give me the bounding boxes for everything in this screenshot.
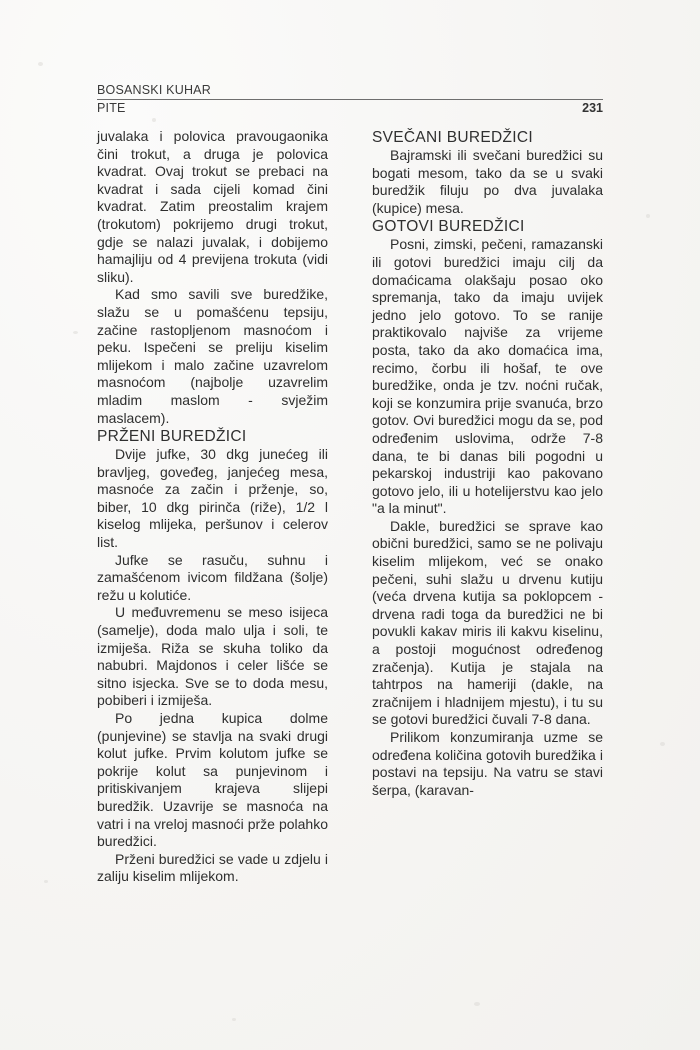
header-rule (97, 99, 603, 100)
header-bottom-row (97, 101, 603, 116)
paragraph: Prženi buredžici se vade u zdjelu i zaliju kiselim mlijekom. (97, 850, 328, 885)
section-title: PITE (97, 101, 126, 115)
paragraph: Po jedna kupica dolme (punjevine) se stavlja na svaki drugi kolut jufke. Prvim kolutom jufke se pokrije kolut sa punjevinom i pritiskivanjem krajeva slijepi buredžik. Uzavrije se masnoća na vatri i na vreloj masnoći prže polahko buredžici. (97, 710, 328, 850)
paragraph: Jufke se rasuču, suhnu i zamašćenom ivicom fildžana (šolje) režu u kolutiće. (97, 551, 328, 603)
book-title: BOSANSKI KUHAR (97, 83, 211, 97)
recipe-heading-przeni-buredzici: PRŽENI BUREDŽICI (97, 428, 247, 446)
paragraph: U međuvremenu se meso isijeca (samelje), doda malo ulja i soli, te izmiješa. Riža se skuha toliko da nabubri. Majdonos i celer lišće se sitno isjecka. Sve se to doda mesu, pobiberi i izmiješa. (97, 604, 328, 709)
paragraph: Bajramski ili svečani buredžici su bogati mesom, tako da se u svaki buredžik filuju po dva juvalaka (kupice) mesa. (372, 147, 603, 216)
body-columns (97, 128, 603, 886)
right-column (372, 128, 603, 886)
left-column (97, 128, 328, 886)
paragraph: Posni, zimski, pečeni, ramazanski ili gotovi buredžici imaju cilj da domaćicama olakšaju posao oko spremanja, tako da imaju uvijek jedno jelo gotovo. To se ranije praktikovalo najviše za vrijeme posta, tako da ako domaćica ima, recimo, čorbu ili hošaf, te ove buredžike, onda je tzv. noćni ručak, koji se konzumira prije svanuća, brzo gotov. Ovi buredžici mogu da se, pod određenim uslovima, održe 7-8 dana, te bi danas bili pogodni u pekarskoj industriji kao pakovano gotovo jelo, ili u hotelijerstvu kao jelo "a la minut". (372, 236, 603, 517)
paragraph: Dakle, buredžici se sprave kao obični buredžici, samo se ne polivaju kiselim mlijekom, već se onako pečeni, suhi slažu u drvenu kutiju (veća drvena kutija sa poklopcem - drvena radi toga da buredžici ne bi povukli kakav miris ili kakvu kiselinu, a postoji mogućnost određenog zračenja). Kutija je stajala na tahtrpos na hameriji (dakle, na zračnijem i hladnijem mjestu), i tu su se gotovi buredžici čuvali 7-8 dana. (372, 517, 603, 728)
paragraph: Dvije jufke, 30 dkg junećeg ili bravljeg, goveđeg, janjećeg mesa, masnoće za začin i prženje, so, biber, 10 dkg pirinča (riže), 1/2 l kiselog mlijeka, peršunov i celerov list. (97, 446, 328, 551)
running-head (97, 83, 603, 116)
recipe-heading-svecani-buredzici: SVEČANI BUREDŽICI (372, 129, 533, 146)
paragraph: Kad smo savili sve buredžike, slažu se u pomašćenu tepsiju, začine rastopljenom masnoćom i peku. Ispečeni se preliju kiselim mlijekom i malo začine uzavrelom masnoćom (najbolje uzavrelim mladim maslom - svježim maslacem). (97, 286, 328, 426)
page-number: 231 (582, 101, 603, 115)
recipe-heading-gotovi-buredzici: GOTOVI BUREDŽICI (372, 218, 525, 236)
paragraph: Prilikom konzumiranja uzme se određena količina gotovih buredžika i postavi na tepsiju. Na vatru se stavi šerpa, (karavan- (372, 729, 603, 798)
paragraph: juvalaka i polovica pravougaonika čini trokut, a druga je polovica kvadrat. Ovaj trokut se prebaci na kvadrat i sada cijeli komad čini kvadrat. Zatim preostalim krajem (trokutom) pokrijemo drugi trokut, gdje se nalazi juvalak, i dobijemo hamajliju od 4 previjena trokuta (vidi sliku). (97, 128, 328, 285)
